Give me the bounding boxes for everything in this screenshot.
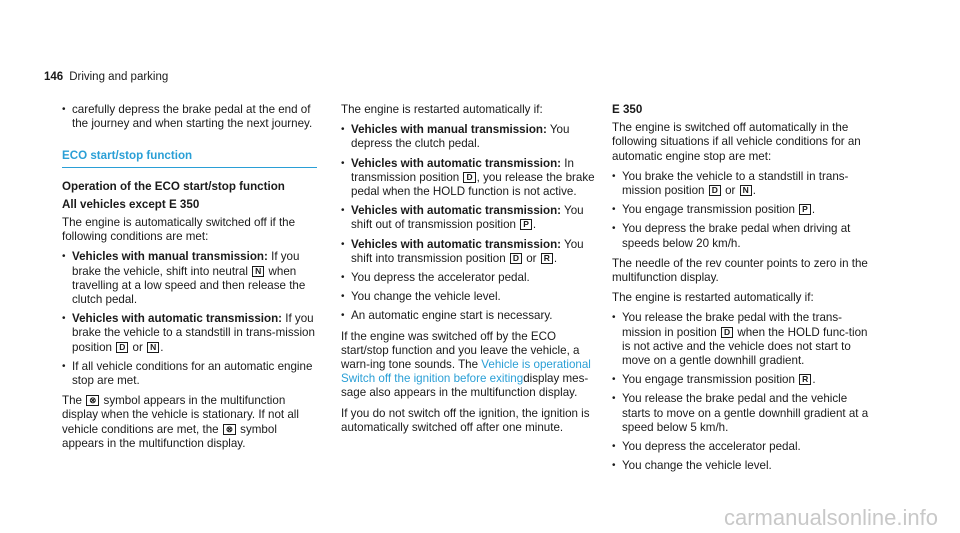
eco-icon: ⊗	[223, 424, 236, 435]
list-item: • If all vehicle conditions for an automatic engine stop are met.	[62, 360, 317, 388]
section-title: ECO start/stop function	[62, 149, 317, 167]
paragraph: The ⊗ symbol appears in the multifunction display when the vehicle is stationary. If not all vehicle conditions are met, the ⊗ symbol appears in the multifunction display.	[62, 394, 299, 450]
list-item: • An automatic engine start is necessary.	[341, 309, 603, 323]
gear-p-icon: P	[520, 219, 532, 230]
list-item: • You change the vehicle level.	[612, 459, 874, 473]
list-item: • Vehicles with automatic transmission: You shift into transmission position D or R .	[341, 238, 603, 266]
list-item: • Vehicles with automatic transmission: If you brake the vehicle to a standstill in trans-mission position D or N .	[62, 312, 317, 355]
gear-r-icon: R	[541, 253, 553, 264]
paragraph: If you do not switch off the ignition, the ignition is automatically switched off after one minute.	[341, 406, 590, 434]
page-number: 146	[44, 71, 64, 83]
paragraph: The engine is automatically switched off if the following conditions are met:	[62, 216, 296, 244]
list-item: • You brake the vehicle to a standstill in trans-mission position D or N .	[612, 170, 874, 198]
column-left	[62, 103, 317, 457]
watermark: carmanualsonline.info	[723, 504, 938, 530]
list-item: • You change the vehicle level.	[341, 290, 603, 304]
heading: Operation of the ECO start/stop function	[62, 179, 285, 193]
subheading: All vehicles except E 350	[62, 197, 200, 211]
display-message-link[interactable]: Vehicle is operational Switch off the ignition before exiting	[341, 358, 591, 386]
column-middle	[341, 103, 603, 441]
list-item: • Vehicles with manual transmission: You depress the clutch pedal.	[341, 123, 603, 151]
paragraph: The engine is restarted automatically if:	[341, 103, 543, 116]
gear-d-icon: D	[463, 172, 475, 183]
heading: E 350	[612, 103, 643, 116]
column-right	[612, 103, 874, 479]
list-item: • You depress the accelerator pedal.	[612, 440, 874, 454]
gear-d-icon: D	[709, 185, 721, 196]
list-item: • You engage transmission position R .	[612, 373, 874, 387]
gear-n-icon: N	[252, 266, 264, 277]
list-item: • You release the brake pedal with the trans-mission in position D when the HOLD func-tion is not active and the vehicle does not start to move on a gentle downhill gradient.	[612, 311, 874, 368]
list-item: • You depress the brake pedal when driving at speeds below 20 km/h.	[612, 222, 874, 250]
gear-d-icon: D	[721, 327, 733, 338]
list-item: • carefully depress the brake pedal at the end of the journey and when starting the next journey.	[62, 103, 317, 131]
list-item: • You release the brake pedal and the vehicle starts to move on a gentle downhill gradient at a speed below 5 km/h.	[612, 392, 874, 435]
eco-icon: ⊗	[86, 395, 99, 406]
gear-d-icon: D	[510, 253, 522, 264]
list-item: • Vehicles with manual transmission: If you brake the vehicle, shift into neutral N when travelling at a low speed and then release the clutch pedal.	[62, 250, 317, 307]
gear-d-icon: D	[116, 342, 128, 353]
gear-n-icon: N	[147, 342, 159, 353]
paragraph: The engine is switched off automatically in the following situations if all vehicle conditions for an automatic engine stop are met:	[612, 121, 861, 163]
gear-n-icon: N	[740, 185, 752, 196]
gear-r-icon: R	[799, 374, 811, 385]
gear-p-icon: P	[799, 204, 811, 215]
paragraph: The needle of the rev counter points to zero in the multifunction display.	[612, 256, 868, 285]
list-item: • You depress the accelerator pedal.	[341, 271, 603, 285]
list-item: • You engage transmission position P .	[612, 203, 874, 217]
section-name: Driving and parking	[69, 71, 169, 83]
page-header	[44, 70, 168, 84]
list-item: • Vehicles with automatic transmission: In transmission position D , you release the brake pedal when the HOLD function is not active.	[341, 157, 603, 200]
paragraph: If the engine was switched off by the ECO start/stop function and you leave the vehicle, a warn-ing tone sounds. The Vehicle is operational Switch off the ignition before exitingdisplay mes-sage also appears in the multifunction display.	[341, 329, 591, 400]
paragraph: The engine is restarted automatically if:	[612, 291, 814, 305]
list-item: • Vehicles with automatic transmission: You shift out of transmission position P .	[341, 204, 603, 232]
